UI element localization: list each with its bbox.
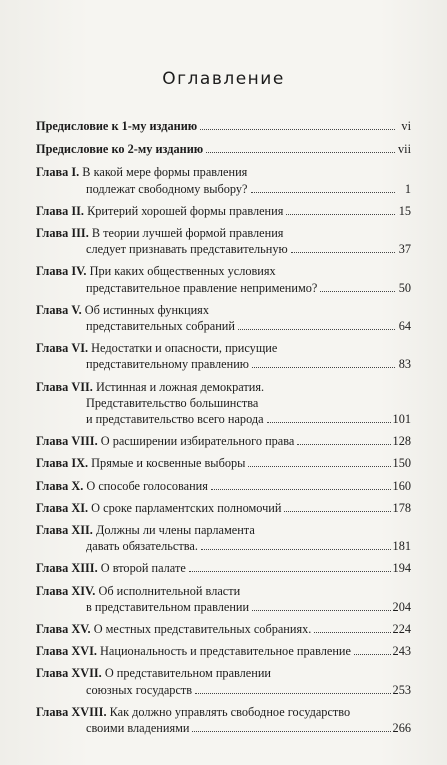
toc-entry[interactable] xyxy=(36,141,411,157)
page-number: 204 xyxy=(392,599,411,614)
chapter-label: Глава VII. xyxy=(36,379,93,394)
dot-leader xyxy=(320,291,395,292)
chapter-label: Глава VI. xyxy=(36,341,89,356)
dot-leader xyxy=(291,252,395,253)
chapter-label: Глава XIV. xyxy=(36,583,96,598)
chapter-label: Глава VIII. xyxy=(36,434,98,449)
toc-entry[interactable] xyxy=(36,433,411,449)
chapter-label: Глава V. xyxy=(36,302,82,317)
entry-title-line: представительное правление неприменимо? xyxy=(86,280,318,295)
toc-entry[interactable] xyxy=(36,164,411,196)
entry-title-line: представительных собраний xyxy=(86,319,235,334)
chapter-label: Глава X. xyxy=(36,478,84,493)
entry-title-line: О способе голосования xyxy=(86,478,208,493)
entry-title-line: представительному правлению xyxy=(86,357,249,372)
entry-title-line: союзных государств xyxy=(86,682,193,697)
page-number: 1 xyxy=(404,181,411,196)
toc-entry[interactable] xyxy=(36,478,411,494)
toc-entry[interactable] xyxy=(36,118,411,134)
entry-title-line: Прямые и косвенные выборы xyxy=(91,456,246,471)
toc-entry[interactable] xyxy=(36,225,411,257)
chapter-label: Глава XVIII. xyxy=(36,704,107,719)
entry-title-line: В какой мере формы правления xyxy=(82,165,248,180)
entry-title-line: Национальность и представительное правление xyxy=(100,644,351,659)
entry-title-line: своими владениями xyxy=(86,721,190,736)
toc-entry[interactable] xyxy=(36,560,411,576)
entry-title-line: Предисловие к 1-му изданию xyxy=(36,119,198,133)
entry-title-line: подлежат свободному выбору? xyxy=(86,181,248,196)
toc-entry[interactable] xyxy=(36,665,411,697)
entry-title-line: и представительство всего народа xyxy=(86,412,264,427)
toc-entry[interactable] xyxy=(36,500,411,516)
page-number: 101 xyxy=(392,412,411,427)
dot-leader xyxy=(251,192,395,193)
dot-leader xyxy=(248,466,390,467)
page-number: 128 xyxy=(392,434,411,449)
chapter-label: Глава XVI. xyxy=(36,644,97,659)
toc-entry[interactable] xyxy=(36,455,411,471)
dot-leader xyxy=(195,693,390,694)
toc-entry[interactable] xyxy=(36,704,411,736)
page-number: 15 xyxy=(398,203,411,218)
dot-leader xyxy=(238,329,395,330)
entry-title-line: в представительном правлении xyxy=(86,599,250,614)
entry-title-line: Критерий хорошей формы правления xyxy=(87,203,284,218)
chapter-label: Глава XV. xyxy=(36,622,91,637)
table-of-contents xyxy=(36,112,411,736)
entry-title-line: Об истинных функциях xyxy=(84,302,209,317)
page-number: 50 xyxy=(398,280,411,295)
chapter-label: Глава XIII. xyxy=(36,561,98,576)
entry-title-line: давать обязательства. xyxy=(86,539,198,554)
toc-entry[interactable] xyxy=(36,203,411,219)
chapter-label: Глава IV. xyxy=(36,264,87,279)
chapter-label: Глава IX. xyxy=(36,456,89,471)
entry-title-line: О представительном правлении xyxy=(104,666,272,681)
entry-title-line: Должны ли члены парламента xyxy=(95,523,255,538)
chapter-label: Глава XVII. xyxy=(36,666,102,681)
page-title: Оглавление xyxy=(162,69,285,89)
page-number: vii xyxy=(398,142,411,157)
page-number: 178 xyxy=(392,500,411,515)
chapter-label: Глава XII. xyxy=(36,523,93,538)
chapter-label: Глава I. xyxy=(36,165,80,180)
entry-title-line: Представительство большинства xyxy=(86,395,259,410)
toc-entry[interactable] xyxy=(36,263,411,295)
page-number: 37 xyxy=(398,242,411,257)
dot-leader xyxy=(252,610,390,611)
dot-leader xyxy=(201,549,391,550)
entry-title-line: О второй палате xyxy=(100,561,186,576)
entry-title-line: Истинная и ложная демократия. xyxy=(95,379,265,394)
dot-leader xyxy=(354,654,391,655)
page-number: 64 xyxy=(398,319,411,334)
entry-title-line: следует признавать представительную xyxy=(86,242,288,257)
entry-title-line: При каких общественных условиях xyxy=(89,264,276,279)
chapter-label: Глава III. xyxy=(36,226,89,241)
entry-title-line: О расширении избирательного права xyxy=(100,434,295,449)
entry-title-line: О сроке парламентских полномочий xyxy=(91,500,282,515)
toc-entry[interactable] xyxy=(36,522,411,554)
page-number: 150 xyxy=(392,456,411,471)
dot-leader xyxy=(252,367,395,368)
entry-title-line: В теории лучшей формой правления xyxy=(91,226,284,241)
entry-title-line: Об исполнительной власти xyxy=(98,583,241,598)
dot-leader xyxy=(211,489,391,490)
page-number: 266 xyxy=(392,721,411,736)
toc-entry[interactable] xyxy=(36,379,411,428)
chapter-label: Глава II. xyxy=(36,203,84,218)
dot-leader xyxy=(189,571,391,572)
dot-leader xyxy=(297,444,390,445)
dot-leader xyxy=(286,214,395,215)
entry-title-line: Как должно управлять свободное государство xyxy=(109,704,351,719)
page-number: 224 xyxy=(392,622,411,637)
page-number: 83 xyxy=(398,357,411,372)
dot-leader xyxy=(267,422,391,423)
dot-leader xyxy=(314,632,390,633)
page-number: 243 xyxy=(392,644,411,659)
page-number: 160 xyxy=(392,478,411,493)
page-number: 181 xyxy=(392,539,411,554)
toc-entry[interactable] xyxy=(36,643,411,659)
dot-leader xyxy=(284,511,390,512)
chapter-label: Глава XI. xyxy=(36,500,89,515)
entry-title-line: Предисловие ко 2-му изданию xyxy=(36,142,204,157)
dot-leader xyxy=(200,129,395,130)
toc-entry[interactable] xyxy=(36,621,411,637)
entry-title-line: О местных представительных собраниях. xyxy=(93,622,312,637)
entry-title-line: Недостатки и опасности, присущие xyxy=(91,341,278,356)
dot-leader xyxy=(206,152,395,153)
page-number: 253 xyxy=(392,682,411,697)
page-number: vi xyxy=(401,119,411,133)
toc-entry[interactable] xyxy=(36,583,411,615)
toc-entry[interactable] xyxy=(36,340,411,372)
dot-leader xyxy=(192,731,390,732)
toc-entry[interactable] xyxy=(36,302,411,334)
page-number: 194 xyxy=(392,561,411,576)
